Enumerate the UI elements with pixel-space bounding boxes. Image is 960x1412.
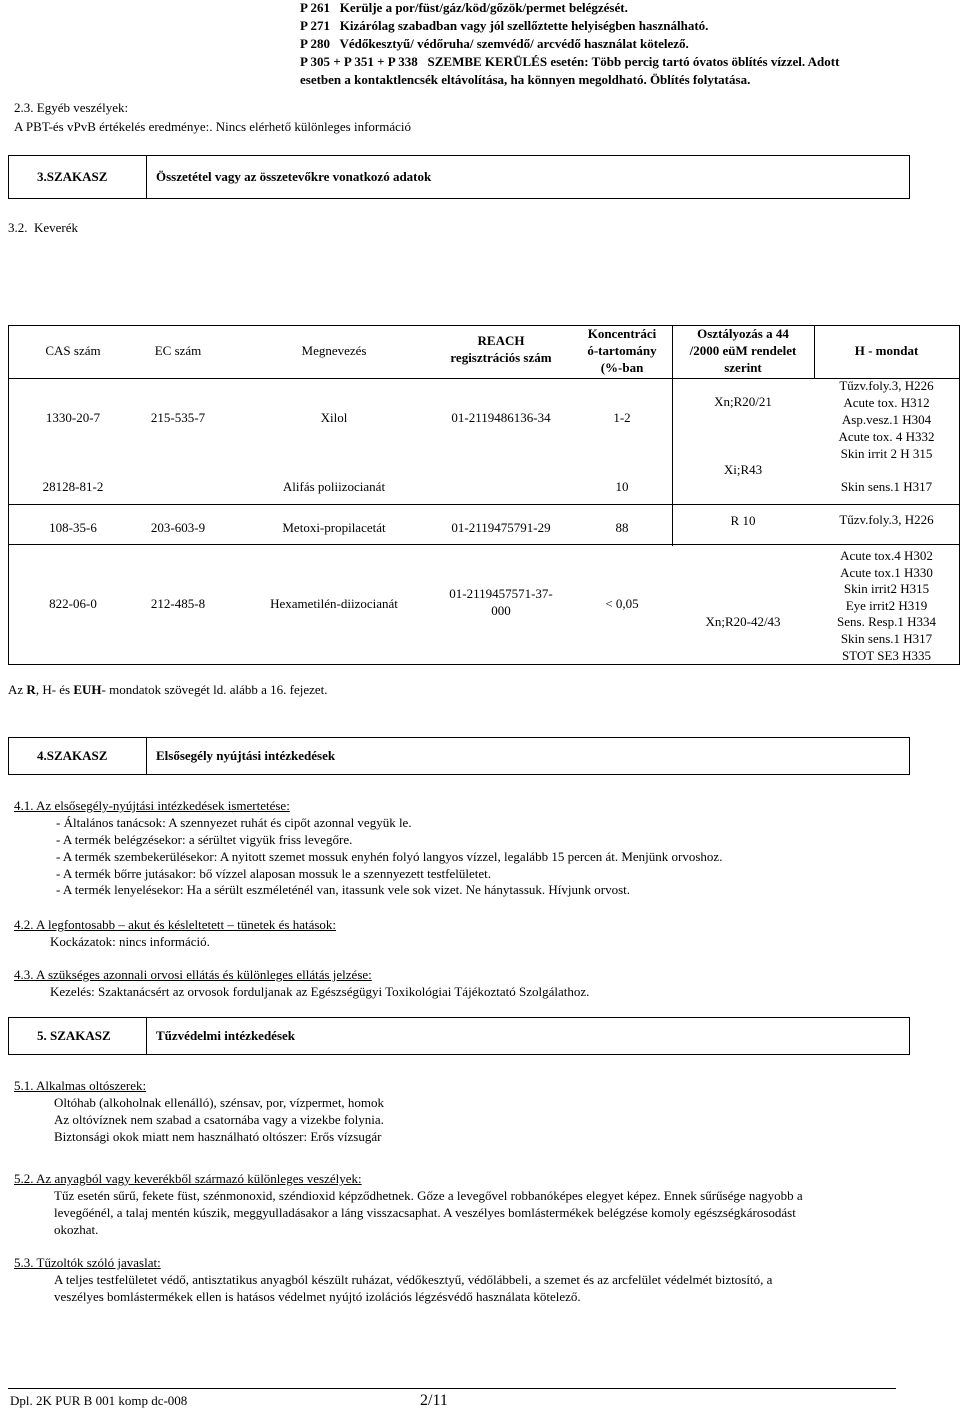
section-2-3-text: A PBT-és vPvB értékelés eredménye:. Nincs elérhető különleges információ	[14, 118, 412, 134]
footer-page-number: 2/11	[420, 1392, 448, 1409]
header-h: H - mondat	[854, 343, 919, 358]
precaution-p271: P 271 Kizárólag szabadban vagy jól szellőztette helyiségben használható.	[300, 17, 709, 33]
section-5-2-heading: 5.2. Az anyagból vagy keverékből származó különleges veszélyek:	[14, 1171, 362, 1186]
h-block1	[814, 377, 959, 462]
row4-reach-line2: 000	[491, 602, 511, 618]
h-block4-line4: Eye irrit2 H319	[845, 597, 928, 613]
header-conc-line2: ó-tartomány	[587, 342, 657, 358]
section-4-1-item: - A termék lenyelésekor: Ha a sérült eszméleténél van, itassunk vele sok vizet. Ne hánytassuk. Hívjunk orvost.	[56, 882, 631, 898]
header-class-line2: /2000 eüM rendelet	[689, 342, 797, 358]
section-2-3	[14, 100, 411, 136]
row2-name: Alifás poliizocianát	[282, 479, 386, 494]
section-5-number: 5. SZAKASZ	[37, 1028, 111, 1043]
h-block4	[814, 548, 959, 664]
h-block4-line6: Skin sens.1 H317	[840, 630, 933, 646]
h-block1-line1: Tűzv.foly.3, H226	[839, 378, 934, 393]
row3-cas: 108-35-6	[49, 520, 97, 535]
section-4-3	[14, 967, 589, 1001]
section-5-2-line: levegőénél, a talaj mentén kúszik, meggyulladásakor a láng visszacsaphat. A veszélyes bomlástermékek belégzése komoly egészségkárosodást	[54, 1204, 796, 1220]
section-3-2-heading: 3.2. Keverék	[8, 220, 79, 235]
row1-reach: 01-2119486136-34	[451, 410, 551, 425]
row2-class: Xi;R43	[723, 462, 763, 477]
section-4-number: 4.SZAKASZ	[37, 748, 108, 763]
section-5-3-heading: 5.3. Tűzoltók szóló javaslat:	[14, 1255, 161, 1270]
row4-ec: 212-485-8	[150, 596, 206, 611]
header-conc	[574, 326, 670, 377]
section-4-1-item: - Általános tanácsok: A szennyezet ruhát és cipőt azonnal vegyük le.	[56, 814, 412, 830]
section-3-header	[8, 155, 910, 199]
h-block4-line5: Sens. Resp.1 H334	[837, 614, 936, 630]
section-4-header	[8, 737, 910, 775]
h-block4-line1: Acute tox.4 H302	[840, 548, 933, 563]
section-5-3-line: veszélyes bomlástermékek ellen is hatásos védelmet nyújtó izolációs légzésvédő használata kötelező.	[54, 1288, 581, 1304]
h-block1-line3: Asp.vesz.1 H304	[841, 412, 932, 427]
section-4-2-heading: 4.2. A legfontosabb – akut és késleltetett – tünetek és hatások:	[14, 917, 337, 932]
section-4-1	[14, 798, 722, 899]
header-reach-line2: regisztrációs szám	[450, 349, 552, 365]
header-class-line1: Osztályozás a 44	[697, 326, 789, 341]
section-4-title: Elsősegély nyújtási intézkedések	[156, 748, 336, 763]
section-5-header	[8, 1017, 910, 1055]
header-class	[672, 326, 814, 377]
h-block4-line7: STOT SE3 H335	[841, 647, 932, 663]
row2-cas: 28128-81-2	[42, 479, 104, 494]
section-4-3-heading: 4.3. A szükséges azonnali orvosi ellátás és különleges ellátás jelzése:	[14, 967, 372, 982]
row4-name: Hexametilén-diizocianát	[270, 596, 398, 611]
row1-cas: 1330-20-7	[45, 410, 101, 425]
section-3-number: 3.SZAKASZ	[37, 169, 108, 184]
row1-name: Xilol	[320, 410, 348, 425]
row4-class: Xn;R20-42/43	[705, 614, 781, 629]
section-5-3-line: A teljes testfelületet védő, antisztatikus anyagból készült ruházat, védőkesztyű, védőlábbeli, a szemet és az arcfelület védelmét biztosító, a	[54, 1271, 773, 1287]
section-5-1	[14, 1078, 384, 1146]
section-5-2-line: Tűz esetén sűrű, fekete füst, szénmonoxid, széndioxid képződhetnek. Gőze a levegővel robbanóképes elegyet képez. Ennek sűrűsége nagyobb a	[54, 1187, 803, 1203]
precaution-p280: P 280 Védőkesztyű/ védőruha/ szemvédő/ arcvédő használat kötelező.	[300, 35, 689, 51]
row1-ec: 215-535-7	[150, 410, 206, 425]
header-cas: CAS szám	[45, 343, 101, 358]
row4-cas: 822-06-0	[49, 596, 97, 611]
section-4-1-item: - A termék belégzésekor: a sérültet vigyük friss levegőre.	[56, 831, 353, 847]
h-block1-line4: Acute tox. 4 H332	[838, 429, 935, 444]
h-block4-line2: Acute tox.1 H330	[840, 564, 933, 580]
row3-ec: 203-603-9	[150, 520, 206, 535]
header-ec: EC szám	[154, 343, 202, 358]
h-block4-line3: Skin irrit2 H315	[843, 581, 930, 597]
footer-divider	[8, 1388, 896, 1389]
row3-class: R 10	[730, 513, 756, 528]
section-4-2-text: Kockázatok: nincs információ.	[50, 933, 210, 949]
header-reach	[421, 333, 581, 367]
section-3-title: Összetétel vagy az összetevőkre vonatkozó adatok	[156, 169, 432, 184]
h-row2: Skin sens.1 H317	[840, 479, 933, 494]
section-5-title: Tűzvédelmi intézkedések	[156, 1028, 296, 1043]
precaution-p261: P 261 Kerülje a por/füst/gáz/köd/gőzök/permet belégzését.	[300, 0, 628, 15]
section-5-1-line: Oltóhab (alkoholnak ellenálló), szénsav, por, vízpermet, homok	[54, 1094, 385, 1110]
section-2-3-heading: 2.3. Egyéb veszélyek:	[14, 100, 129, 115]
section-4-3-text: Kezelés: Szaktanácsért az orvosok forduljanak az Egészségügyi Toxikológiai Tájékoztató Szolgálathoz.	[50, 983, 590, 999]
section-5-1-heading: 5.1. Alkalmas oltószerek:	[14, 1078, 147, 1093]
precaution-continuation: esetben a kontaktlencsék eltávolítása, ha könnyen megoldható. Öblítés folytatása.	[300, 71, 751, 87]
section-5-2	[14, 1171, 914, 1239]
section-5-1-line: Az oltóvíznek nem szabad a csatornába vagy a vizekbe folynia.	[54, 1111, 384, 1127]
header-class-line3: szerint	[724, 359, 762, 375]
row1-class: Xn;R20/21	[714, 394, 772, 409]
section-4-2	[14, 917, 336, 951]
section-4-1-item: - A termék szembekerülésekor: A nyitott szemet mossuk enyhén folyó langyos vízzel, legalább 15 percen át. Menjünk orvoshoz.	[56, 848, 723, 864]
section-4-1-item: - A termék bőrre jutásakor: bő vízzel alaposan mossuk le a szennyezett testfelületet.	[56, 865, 491, 881]
row4-reach-line1: 01-2119457571-37-	[449, 586, 553, 601]
precaution-block	[300, 0, 920, 88]
header-conc-line1: Koncentráci	[587, 326, 657, 341]
header-reach-line1: REACH	[477, 333, 525, 348]
composition-table	[8, 325, 960, 665]
header-conc-line3: (%-ban	[600, 359, 644, 375]
row3-conc: 88	[615, 520, 629, 535]
row1-conc: 1-2	[613, 410, 631, 425]
row4-conc: < 0,05	[605, 596, 639, 611]
section-5-2-line: okozhat.	[54, 1221, 99, 1237]
row3-name: Metoxi-propilacetát	[282, 520, 386, 535]
h-block1-line5: Skin irrit 2 H 315	[840, 446, 933, 461]
row4-reach	[421, 586, 581, 620]
h-block1-line2: Acute tox. H312	[843, 395, 930, 410]
precaution-p305: P 305 + P 351 + P 338 SZEMBE KERÜLÉS esetén: Több percig tartó óvatos öblítés vízzel. Adott	[300, 53, 840, 69]
section-4-1-heading: 4.1. Az elsősegély-nyújtási intézkedések ismertetése:	[14, 798, 290, 813]
section-5-1-line: Biztonsági okok miatt nem használható oltószer: Erős vízsugár	[54, 1128, 382, 1144]
section-5-3	[14, 1255, 914, 1306]
h-row3: Tűzv.foly.3, H226	[839, 512, 934, 527]
row2-conc: 10	[615, 479, 629, 494]
header-name: Megnevezés	[301, 343, 367, 358]
table-note: Az R, H- és EUH- mondatok szövegét ld. alább a 16. fejezet.	[8, 682, 328, 697]
footer-doc-id: Dpl. 2K PUR B 001 komp dc-008	[10, 1393, 188, 1408]
row3-reach: 01-2119475791-29	[451, 520, 551, 535]
